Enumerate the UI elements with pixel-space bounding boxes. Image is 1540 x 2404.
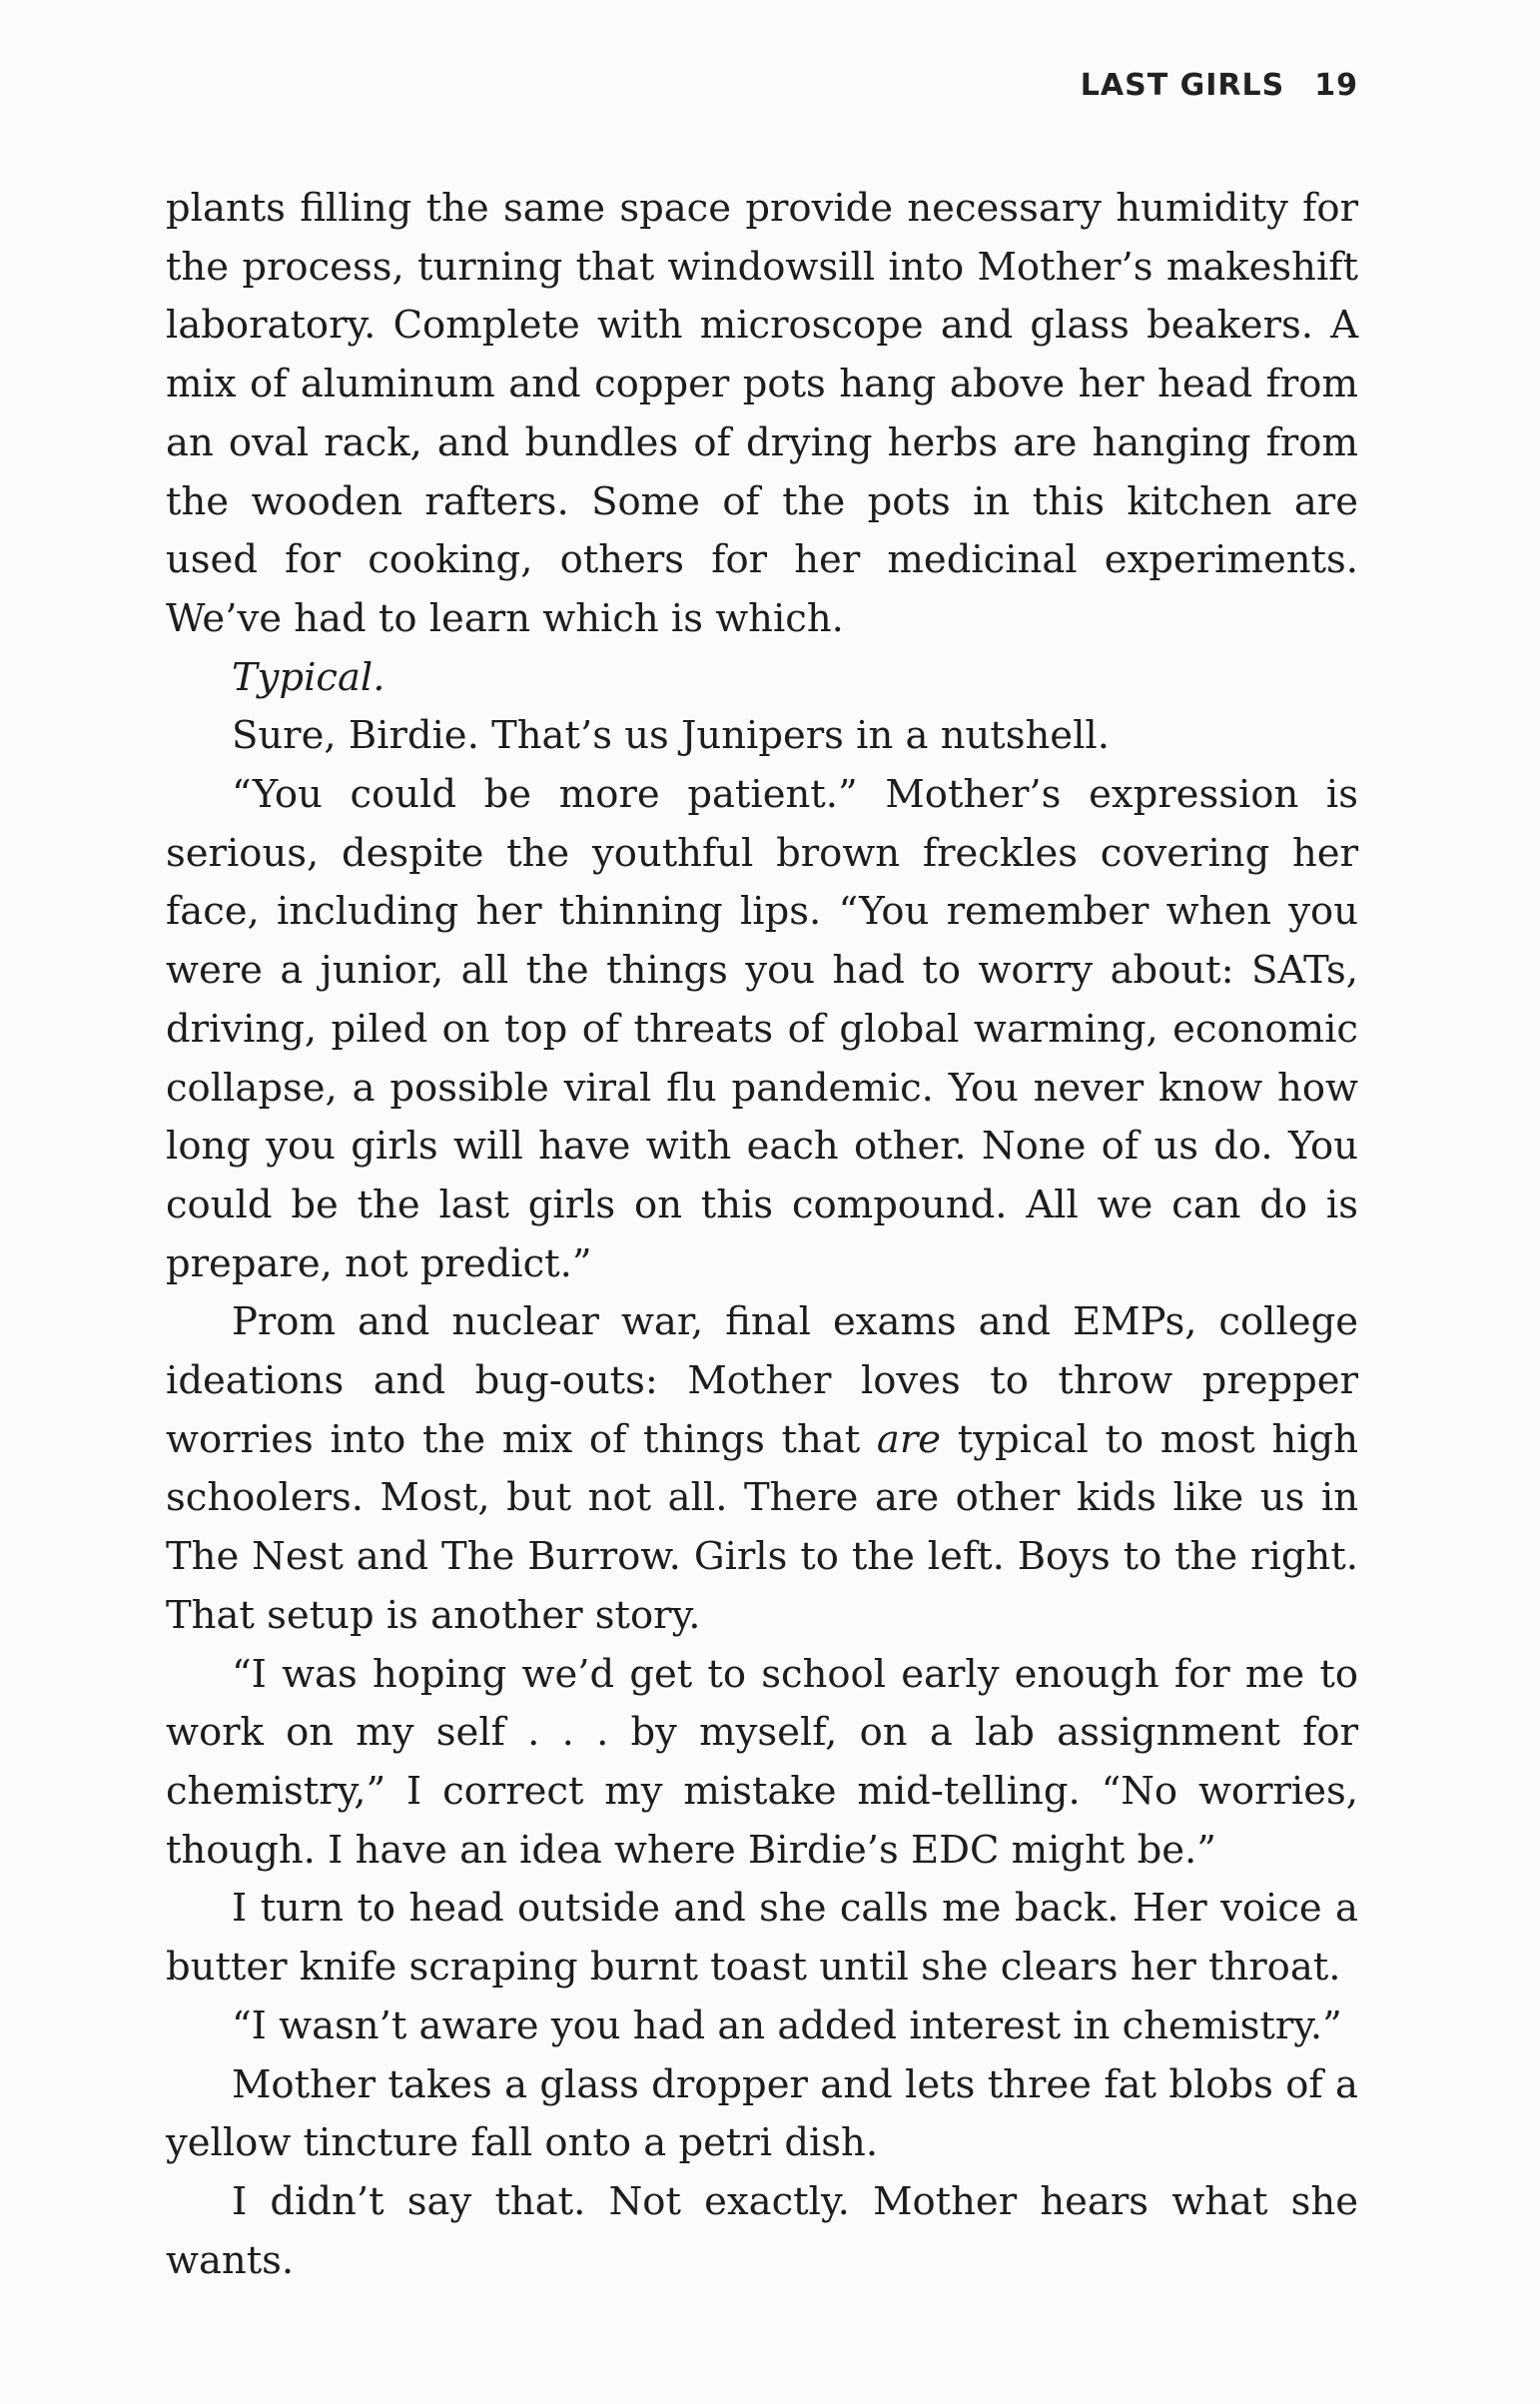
emphasis-word: are (876, 1416, 942, 1462)
paragraph: “You could be more patient.” Mother’s expression is serious, despite the youthful brown freckles covering her face, including her thinning lips. “You remember when you were a junior, all the things you had to worry about: SATs, driving, piled on top of threats of global warming, economic collapse, a possible viral flu pandemic. You never know how long you girls will have with each other. None of us do. You could be the last girls on this compound. All we can do is prepare, not predict.” (166, 772, 1358, 1286)
paragraph-segment: typical to most high schoolers. Most, but not all. There are other kids like us in The Nest and The Burrow. Girls to the left. Boys to the right. That setup is another story. (166, 1416, 1358, 1638)
paragraph-final: I didn’t say that. Not exactly. Mother hears what she wants. (166, 2178, 1358, 2283)
paragraph: Mother takes a glass dropper and lets three fat blobs of a yellow tincture fall onto a petri dish. (166, 2061, 1358, 2166)
paragraph: “I was hoping we’d get to school early enough for me to work on my self . . . by myself, on a lab assignment for chemistry,” I correct my mistake mid-telling. “No worries, though. I have an idea where Birdie’s EDC might be.” (166, 1651, 1358, 1873)
running-title: LAST GIRLS (1080, 68, 1285, 103)
page-body-text (166, 180, 1358, 2290)
paragraph-segment: Prom and nuclear war, final exams and EMPs, college ideations and bug-outs: Mother loves to throw prepper worries into the mix of things that (166, 1299, 1358, 1462)
paragraph-continued: plants filling the same space provide necessary humidity for the process, turning that windowsill into Mother’s makeshift laboratory. Complete with microscope and glass beakers. A mix of aluminum and copper pots hang above her head from an oval rack, and bundles of drying herbs are hanging from the wooden rafters. Some of the pots in this kitchen are used for cooking, others for her medicinal experiments. We’ve had to learn which is which. (166, 186, 1358, 641)
paragraph: I turn to head outside and she calls me back. Her voice a butter knife scraping burnt toast until she clears her throat. (166, 1886, 1358, 1991)
paragraph-with-emphasis (166, 1293, 1358, 1645)
paragraph: “I wasn’t aware you had an added interest in chemistry.” (232, 2003, 1342, 2048)
running-header (1081, 68, 1358, 103)
paragraph-italic (166, 649, 1358, 708)
paragraph: Sure, Birdie. That’s us Junipers in a nutshell. (232, 713, 1110, 759)
page-number: 19 (1314, 68, 1358, 103)
italic-thought: Typical. (232, 654, 385, 700)
